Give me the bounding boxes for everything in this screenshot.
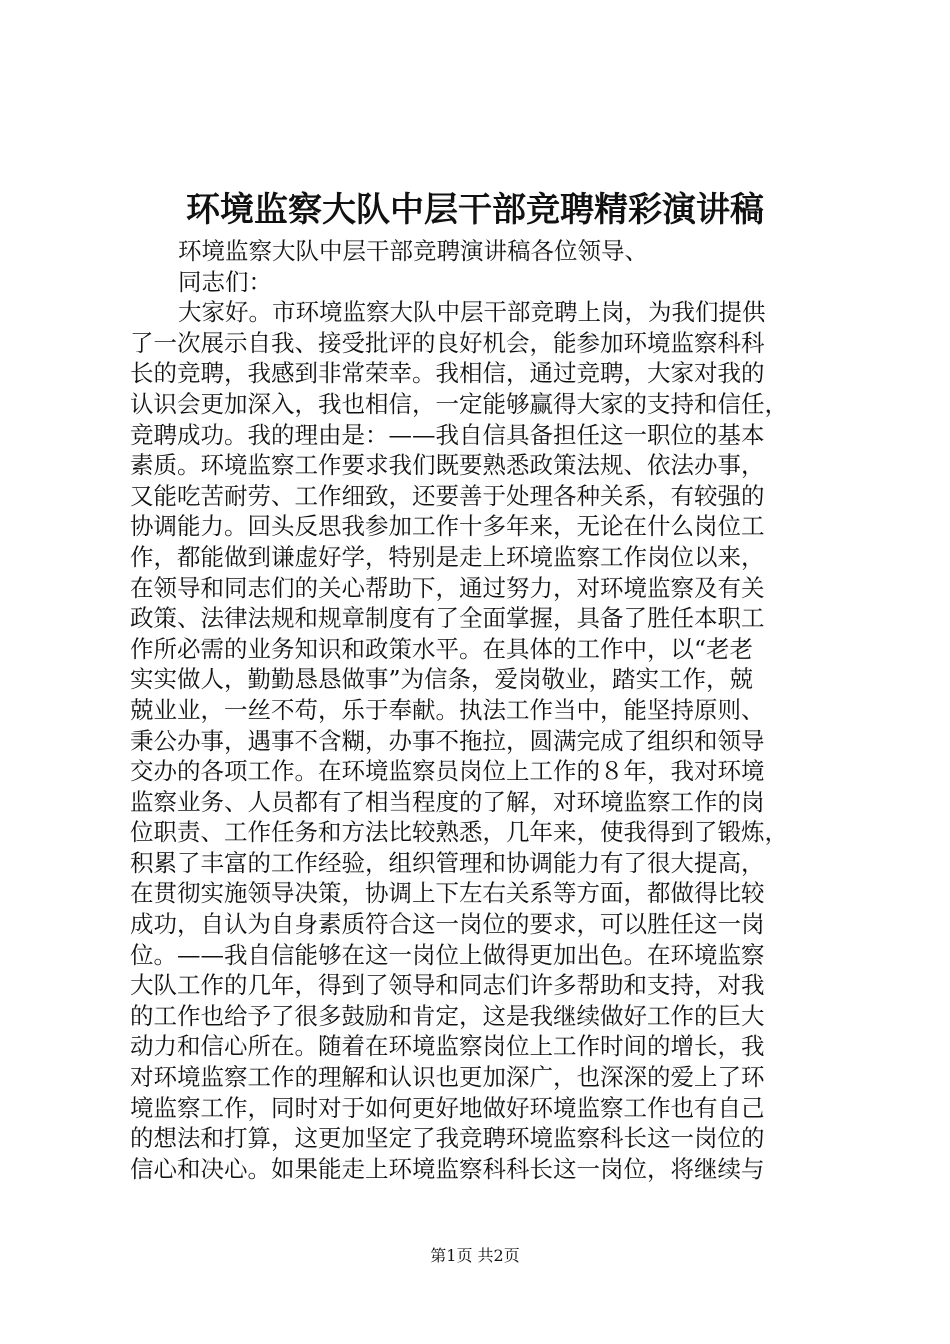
body-line: 的想法和打算，这更加坚定了我竞聘环境监察科长这一岗位的 (130, 1124, 765, 1153)
body-line: 素质。环境监察工作要求我们既要熟悉政策法规、依法办事， (130, 451, 765, 480)
body-line: 成功，自认为自身素质符合这一岗位的要求，可以胜任这一岗 (130, 910, 765, 939)
body-line: 大家好。市环境监察大队中层干部竞聘上岗，为我们提供 (178, 298, 766, 327)
body-line: 积累了丰富的工作经验，组织管理和协调能力有了很大提高， (130, 848, 765, 877)
body-line: 竞聘成功。我的理由是：——我自信具备担任这一职位的基本 (130, 420, 765, 449)
body-line: 作所必需的业务知识和政策水平。在具体的工作中，以“老老 (130, 634, 754, 663)
body-line: 政策、法律法规和规章制度有了全面掌握，具备了胜任本职工 (130, 604, 765, 633)
body-line: 信心和决心。如果能走上环境监察科科长这一岗位，将继续与 (130, 1154, 765, 1183)
body-line: 位。——我自信能够在这一岗位上做得更加出色。在环境监察 (130, 940, 765, 969)
document-title: 环境监察大队中层干部竞聘精彩演讲稿 (186, 190, 764, 230)
body-line: 在贯彻实施领导决策，协调上下左右关系等方面，都做得比较 (130, 879, 765, 908)
page-number-footer: 第1页 共2页 (430, 1246, 520, 1265)
document-body (130, 236, 830, 1184)
body-line: 兢业业，一丝不苟，乐于奉献。执法工作当中，能坚持原则、 (130, 695, 765, 724)
body-line: 的工作也给予了很多鼓励和肯定，这是我继续做好工作的巨大 (130, 1001, 765, 1030)
body-line: 大队工作的几年，得到了领导和同志们许多帮助和支持，对我 (130, 971, 765, 1000)
body-line: 长的竞聘，我感到非常荣幸。我相信，通过竞聘，大家对我的 (130, 359, 765, 388)
body-line: 协调能力。回头反思我参加工作十多年来，无论在什么岗位工 (130, 512, 765, 541)
body-line: 了一次展示自我、接受批评的良好机会，能参加环境监察科科 (130, 328, 765, 357)
body-line: 秉公办事，遇事不含糊，办事不拖拉，圆满完成了组织和领导 (130, 726, 765, 755)
body-line: 境监察工作，同时对于如何更好地做好环境监察工作也有自己 (130, 1093, 765, 1122)
body-line: 认识会更加深入，我也相信，一定能够赢得大家的支持和信任， (130, 389, 788, 418)
body-line: 实实做人，勤勤恳恳做事”为信条，爱岗敬业，踏实工作，兢 (130, 665, 754, 694)
body-line: 环境监察大队中层干部竞聘演讲稿各位领导、 (178, 237, 648, 265)
body-line: 交办的各项工作。在环境监察员岗位上工作的８年，我对环境 (130, 757, 765, 786)
body-line: 作，都能做到谦虚好学，特别是走上环境监察工作岗位以来， (130, 542, 765, 571)
body-line: 监察业务、人员都有了相当程度的了解，对环境监察工作的岗 (130, 787, 765, 816)
body-line: 又能吃苦耐劳、工作细致，还要善于处理各种关系，有较强的 (130, 481, 765, 510)
body-line: 在领导和同志们的关心帮助下，通过努力，对环境监察及有关 (130, 573, 765, 602)
body-line: 位职责、工作任务和方法比较熟悉，几年来，使我得到了锻炼， (130, 818, 788, 847)
body-line: 对环境监察工作的理解和认识也更加深广，也深深的爱上了环 (130, 1063, 765, 1092)
body-line: 同志们： (178, 267, 272, 296)
body-line: 动力和信心所在。随着在环境监察岗位上工作时间的增长，我 (130, 1032, 765, 1061)
